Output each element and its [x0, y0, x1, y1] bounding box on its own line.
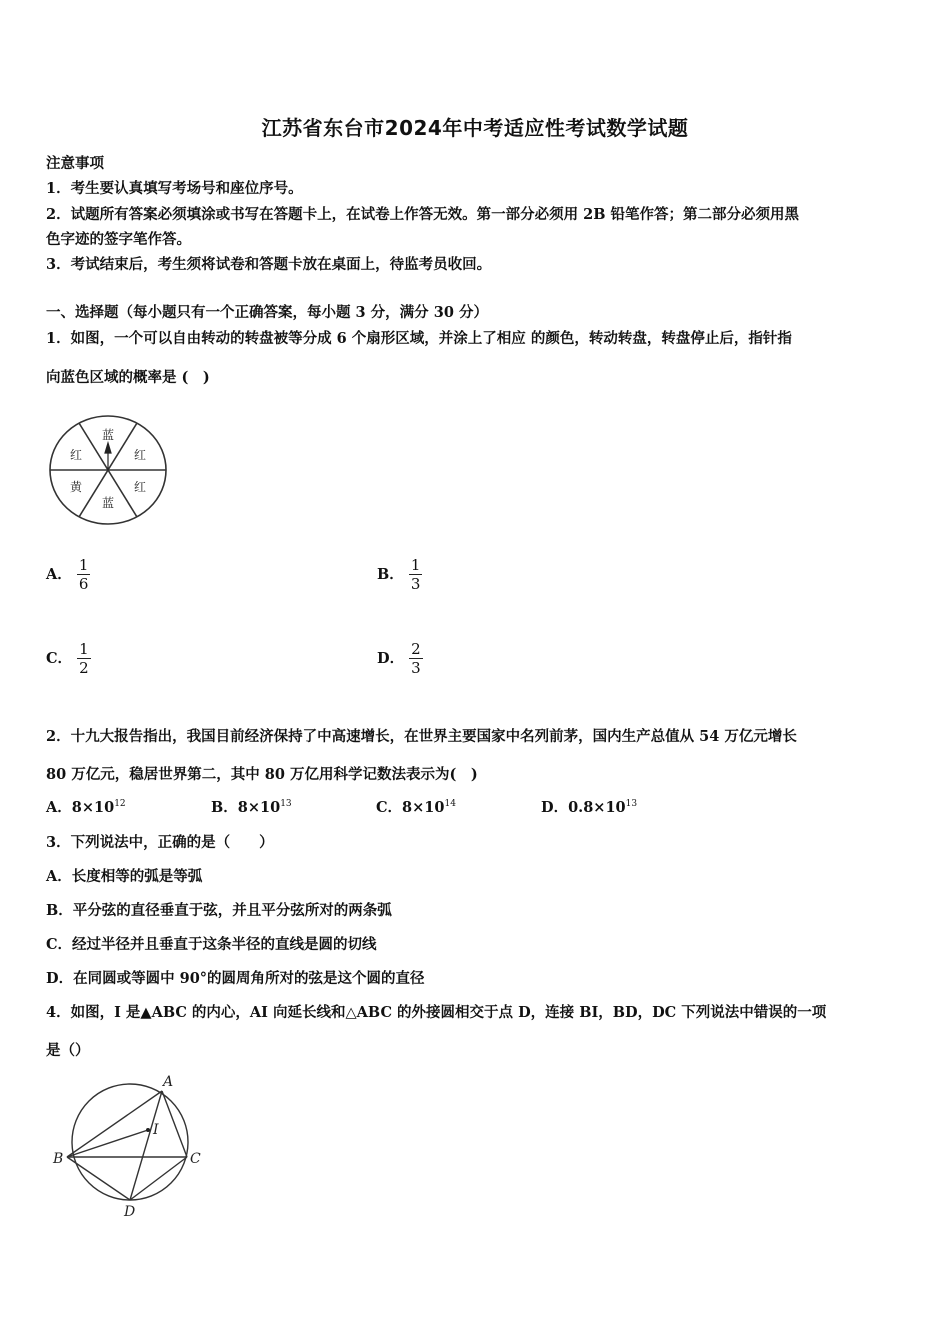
denominator: 3 [411, 659, 421, 677]
q2-option-b[interactable] [211, 796, 292, 817]
q1-option-a[interactable] [46, 556, 90, 593]
point-label-b: B [53, 1151, 64, 1167]
option-label: B． [211, 799, 238, 816]
notice-item: 2．试题所有答案必须填涂或书写在答题卡上，在试卷上作答无效。第一部分必须用 2B 铅笔作答；第二部分必须用黑 [46, 206, 800, 223]
notice-item: 1．考生要认真填写考场号和座位序号。 [46, 180, 303, 197]
notice-item: 色字迹的签字笔作答。 [46, 231, 191, 248]
numerator: 2 [411, 640, 421, 658]
point-label-c: C [190, 1151, 201, 1167]
circle-incenter-figure [50, 1070, 210, 1218]
q3-option-c[interactable]: C．经过半径并且垂直于这条半径的直线是圆的切线 [46, 936, 377, 953]
point-label-i: I [153, 1122, 159, 1138]
wheel-label: 红 [69, 448, 83, 462]
option-label: C． [376, 799, 403, 816]
q1-option-b[interactable] [377, 556, 422, 593]
segment-ad [130, 1091, 162, 1200]
segment-ac [162, 1091, 187, 1157]
fraction [409, 556, 423, 593]
q2-option-a[interactable] [46, 796, 126, 817]
q3-option-d[interactable]: D．在同圆或等圆中 90°的圆周角所对的弦是这个圆的直径 [46, 970, 425, 987]
segment-ab [67, 1091, 162, 1157]
option-label: C． [46, 650, 73, 667]
q3-option-a[interactable]: A．长度相等的弧是等弧 [46, 868, 203, 885]
wheel-label: 蓝 [101, 496, 115, 510]
numerator: 1 [78, 556, 89, 574]
q2-option-c[interactable] [376, 796, 456, 817]
denominator: 2 [79, 659, 89, 677]
q1-stem-line2: 向蓝色区域的概率是 ( ) [46, 369, 210, 386]
wheel-label: 蓝 [101, 428, 115, 442]
denominator: 6 [78, 575, 89, 593]
q2-stem-line2: 80 万亿元，稳居世界第二，其中 80 万亿用科学记数法表示为( ) [46, 766, 478, 783]
q4-stem-line2: 是（） [46, 1042, 90, 1059]
segment-dc [130, 1157, 187, 1200]
numerator: 1 [410, 556, 421, 574]
option-exponent: 12 [114, 799, 126, 810]
wheel-label: 红 [133, 480, 147, 494]
q4-stem-line1: 4．如图，I 是▲ABC 的内心，AI 向延长线和△ABC 的外接圆相交于点 D，连接 BI，BD，DC 下列说法中错误的一项 [46, 1004, 827, 1021]
q1-option-c[interactable] [46, 640, 91, 677]
wheel-label: 黄 [69, 480, 83, 494]
wheel-label: 红 [133, 448, 147, 462]
option-exponent: 13 [280, 799, 292, 810]
q1-option-d[interactable] [377, 640, 423, 677]
option-label: B． [377, 566, 404, 583]
q2-stem-line1: 2．十九大报告指出，我国目前经济保持了中高速增长，在世界主要国家中名列前茅，国内生产总值从 54 万亿元增长 [46, 728, 797, 745]
q3-stem: 3．下列说法中，正确的是（ ） [46, 834, 274, 851]
segment-bd [67, 1157, 130, 1200]
option-label: D． [541, 799, 569, 816]
option-base: 8×10 [402, 799, 445, 816]
option-base: 8×10 [71, 799, 115, 816]
point-label-a: A [163, 1074, 174, 1090]
notice-heading: 注意事项 [46, 155, 104, 172]
point-label-d: D [124, 1204, 136, 1218]
numerator: 1 [79, 640, 89, 658]
page-title: 江苏省东台市2024年中考适应性考试数学试题 [261, 116, 689, 140]
segment-bi [67, 1130, 148, 1157]
option-label: D． [377, 650, 405, 667]
denominator: 3 [410, 575, 421, 593]
option-label: A． [46, 799, 72, 816]
option-exponent: 13 [625, 799, 638, 810]
notice-item: 3．考试结束后，考生须将试卷和答题卡放在桌面上，待监考员收回。 [46, 256, 492, 273]
option-label: A． [46, 566, 72, 583]
fraction [77, 556, 91, 593]
section-heading: 一、选择题（每小题只有一个正确答案，每小题 3 分，满分 30 分） [46, 304, 488, 321]
option-exponent: 14 [444, 799, 456, 810]
option-base: 8×10 [237, 799, 281, 816]
q3-option-b[interactable]: B．平分弦的直径垂直于弦，并且平分弦所对的两条弧 [46, 902, 392, 919]
q2-option-d[interactable] [541, 796, 637, 817]
fraction [409, 640, 423, 677]
q1-stem-line1: 1．如图，一个可以自由转动的转盘被等分成 6 个扇形区域，并涂上了相应 的颜色，转动转盘，转盘停止后，指针指 [46, 330, 792, 347]
option-base: 0.8×10 [568, 799, 626, 816]
spinner-wheel-figure [48, 415, 174, 527]
incenter-point [146, 1128, 150, 1132]
fraction [77, 640, 91, 677]
